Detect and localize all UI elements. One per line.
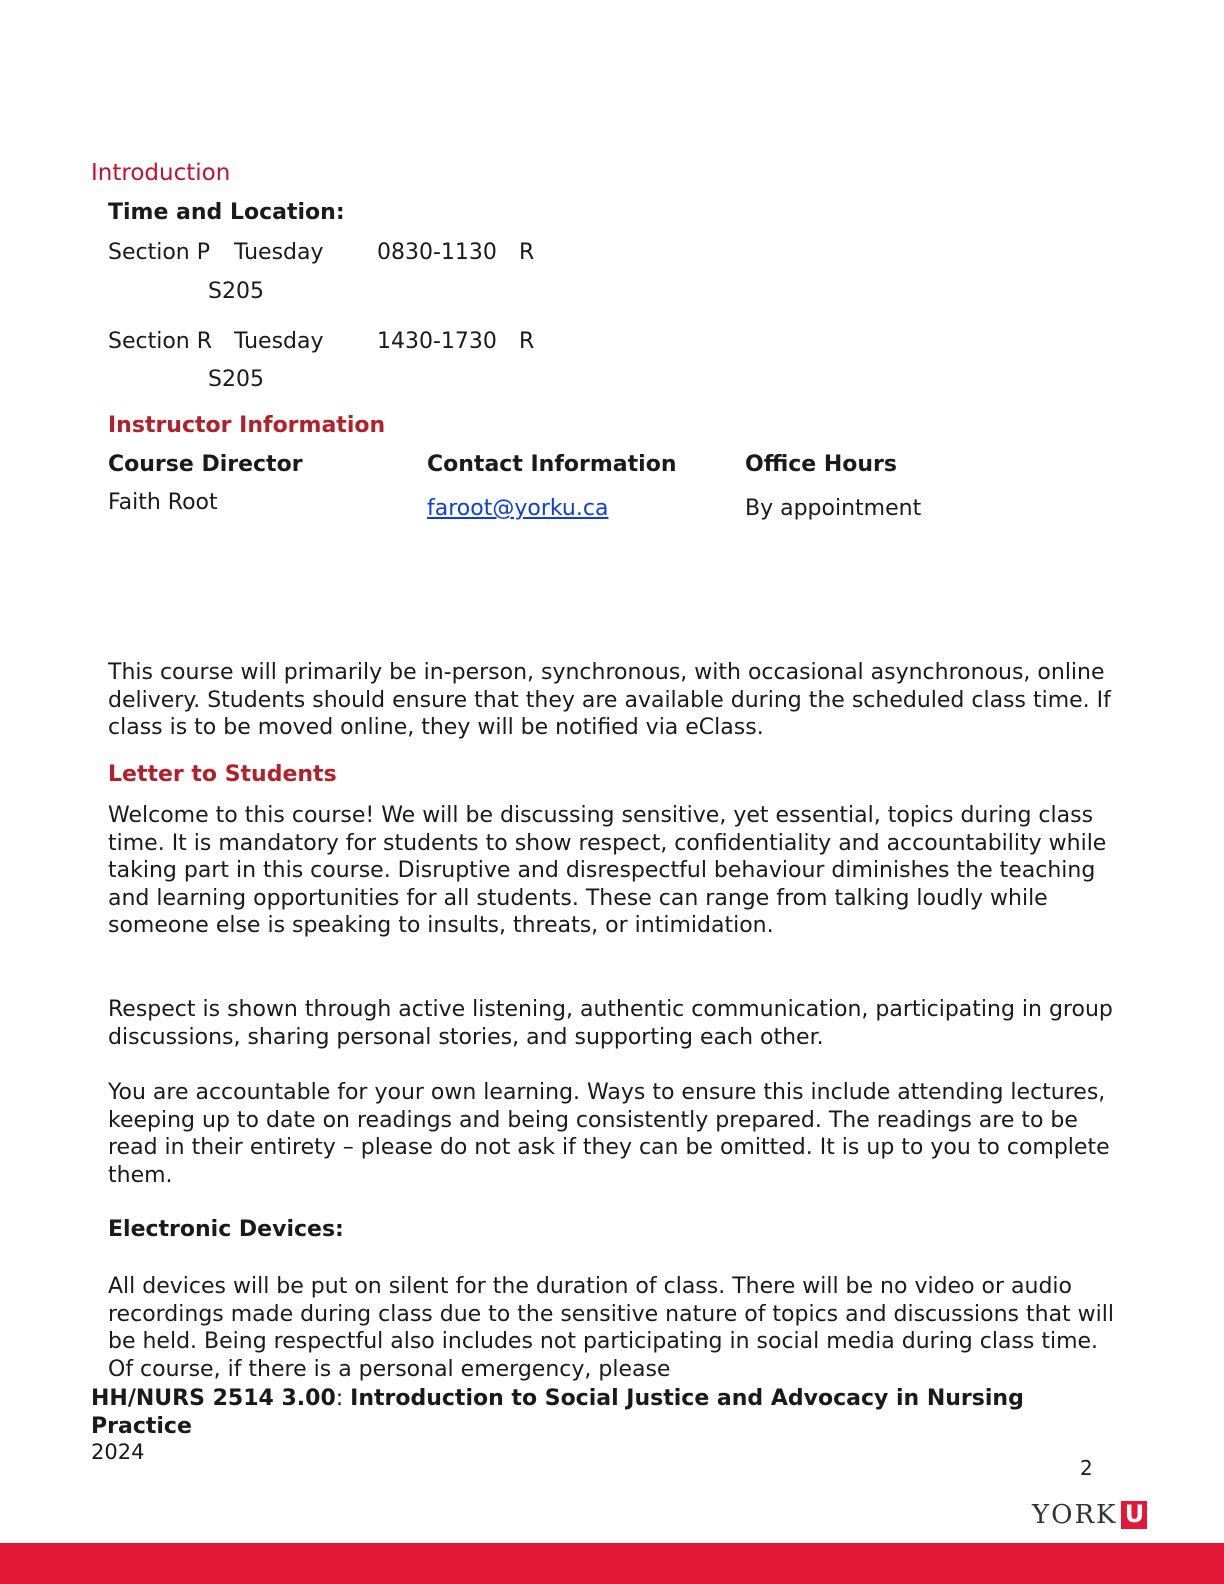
section-label: Section P (108, 240, 210, 265)
delivery-paragraph: This course will primarily be in-person, synchronous, with occasional asynchronous, online delivery. Students should ensure that they are available during the scheduled class time. If class is to be moved online, they will be notified via eClass. (108, 660, 1111, 741)
york-logo (1032, 1500, 1147, 1530)
course-separator: : (335, 1386, 351, 1411)
col-header-hours: Office Hours (745, 452, 897, 477)
footer-red-bar (0, 1543, 1224, 1584)
letter-paragraph-2: Respect is shown through active listening, authentic communication, participating in group discussions, sharing personal stories, and supporting each other. (108, 997, 1113, 1050)
footer-year: 2024 (91, 1440, 145, 1464)
devices-heading: Electronic Devices: (108, 1217, 344, 1242)
time-label: 1430-1730 (377, 329, 497, 354)
page-number: 2 (1080, 1456, 1093, 1480)
instructor-email-link[interactable]: faroot@yorku.ca (427, 496, 609, 521)
room-number: S205 (208, 279, 264, 304)
instructor-name: Faith Root (108, 490, 218, 515)
course-title: Introduction to Social Justice and Advocacy in Nursing Practice (91, 1386, 1024, 1439)
time-label: 0830-1130 (377, 240, 497, 265)
col-header-contact: Contact Information (427, 452, 677, 477)
letter-paragraph-3: You are accountable for your own learning. Ways to ensure this include attending lectures, keeping up to date on readings and being consistently prepared. The readings are to be read in their entirety – please do not ask if they can be omitted. It is up to you to complete them. (108, 1080, 1110, 1188)
time-location-heading: Time and Location: (108, 200, 345, 225)
instructor-heading: Instructor Information (108, 413, 386, 438)
york-u-icon: U (1121, 1501, 1147, 1529)
day-label: Tuesday (234, 240, 324, 265)
section-title: Introduction (91, 160, 231, 186)
course-code: HH/NURS 2514 3.00 (91, 1386, 336, 1411)
footer-course-title (91, 1385, 1131, 1441)
office-hours-value: By appointment (745, 496, 922, 521)
letter-heading: Letter to Students (108, 762, 337, 787)
col-header-director: Course Director (108, 452, 303, 477)
room-building: R (519, 329, 535, 354)
letter-paragraph-1: Welcome to this course! We will be discussing sensitive, yet essential, topics during class time. It is mandatory for students to show respect, confidentiality and accountability while taking part in this course. Disruptive and disrespectful behaviour diminishes the teaching and learning opportunities for all students. These can range from talking loudly while someone else is speaking to insults, threats, or intimidation. (108, 803, 1107, 939)
room-number: S205 (208, 367, 264, 392)
section-label: Section R (108, 329, 213, 354)
logo-text: YORK (1032, 1500, 1118, 1530)
room-building: R (519, 240, 535, 265)
day-label: Tuesday (234, 329, 324, 354)
devices-paragraph: All devices will be put on silent for the duration of class. There will be no video or audio recordings made during class due to the sensitive nature of topics and discussions that will be held. Being respectful also includes not participating in social media during class time. Of course, if there is a personal emergency, please (108, 1274, 1114, 1382)
